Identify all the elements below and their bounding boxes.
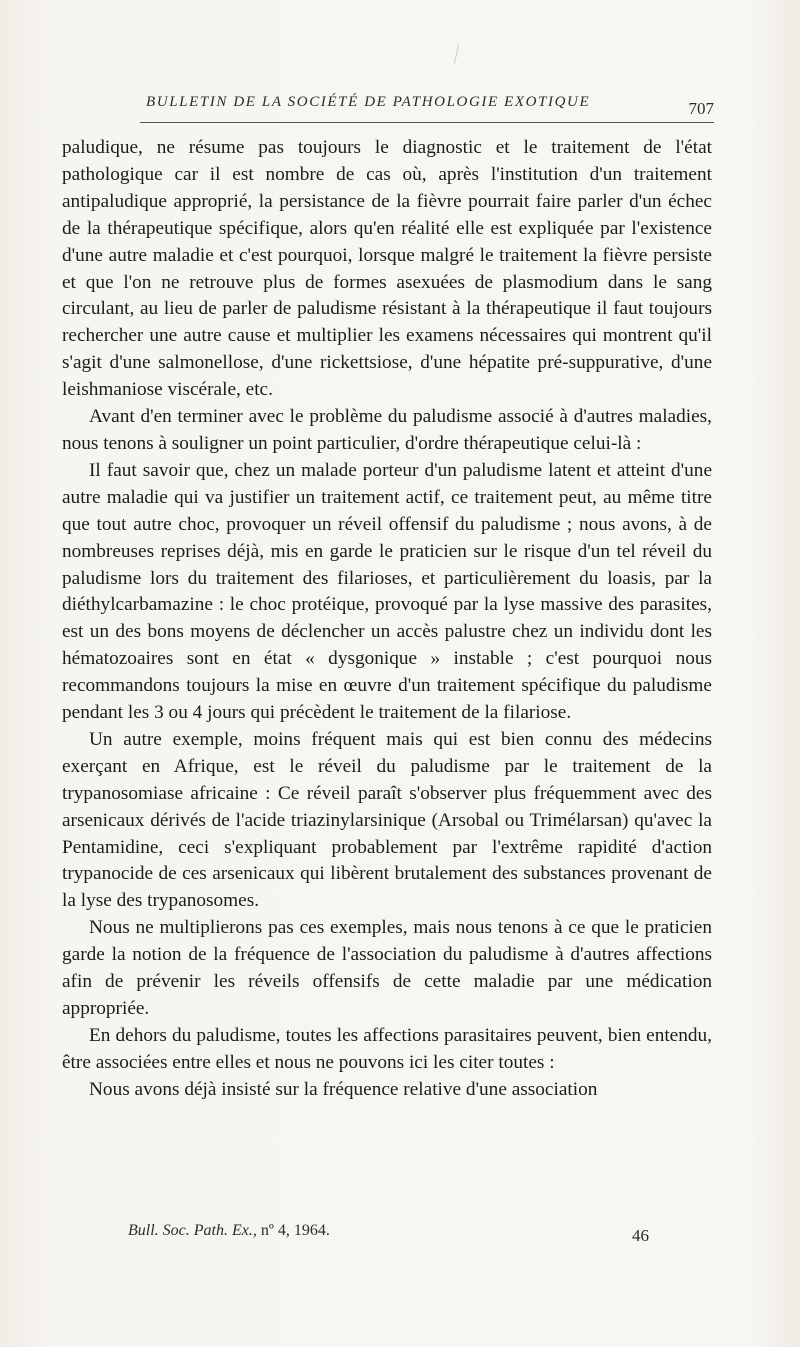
paragraph-6: En dehors du paludisme, toutes les affections parasitaires peuvent, bien entendu, être associées entre elles et nous ne pouvons ici les citer toutes :	[62, 1024, 712, 1073]
paragraph-5: Nous ne multiplierons pas ces exemples, mais nous tenons à ce que le praticien garde la notion de la fréquence de l'association du paludisme à d'autres affections afin de prévenir les réveils offensifs de cette maladie par une médication appropriée.	[62, 917, 712, 1019]
signature-number: 46	[632, 1226, 649, 1245]
footer-journal: Bull. Soc. Path. Ex.,	[128, 1222, 257, 1239]
header-rule	[140, 122, 714, 123]
footer-issue: nº 4, 1964.	[256, 1222, 330, 1239]
paragraph-2: Avant d'en terminer avec le problème du paludisme associé à d'autres maladies, nous tenons à souligner un point particulier, d'ordre thérapeutique celui-là :	[62, 406, 712, 454]
footer-citation	[128, 1222, 330, 1240]
paragraph-3: Il faut savoir que, chez un malade porteur d'un paludisme latent et atteint d'une autre maladie qui va justifier un traitement actif, ce traitement peut, au même titre que tout autre choc, provoquer un réveil offensif du paludisme ; nous avons, à de nombreuses reprises déjà, mis en garde le praticien sur le risque d'un tel réveil du paludisme lors du traitement des filarioses, et particulièrement du loasis, par la diéthylcarbamazine : le choc protéique, provoqué par la lyse massive des parasites, est un des bons moyens de déclencher un accès palustre chez un individu dont les hématozoaires sont en état « dysgonique » instable ; c'est pourquoi nous recommandons toujours la mise en œuvre d'un traitement spécifique du paludisme pendant les 3 ou 4 jours qui précèdent le traitement de la filariose.	[62, 459, 712, 724]
page-number: 707	[688, 99, 714, 118]
running-title: BULLETIN DE LA SOCIÉTÉ DE PATHOLOGIE EXOTIQUE	[146, 94, 591, 110]
body-text	[62, 135, 712, 1104]
stray-mark	[454, 44, 459, 64]
paragraph-4: Un autre exemple, moins fréquent mais qui est bien connu des médecins exerçant en Afrique, est le réveil du paludisme par le traitement de la trypanosomiase africaine : Ce réveil paraît s'observer plus fréquemment avec des arsenicaux dérivés de l'acide triazinylarsinique (Arsobal ou Trimélarsan) qu'avec la Pentamidine, ceci s'expliquant probablement par l'extrême rapidité d'action trypanocide de ces arsenicaux qui libèrent brutalement des substances provenant de la lyse des trypanosomes.	[62, 728, 712, 912]
paragraph-7: Nous avons déjà insisté sur la fréquence relative d'une association	[89, 1078, 598, 1100]
paragraph-1: paludique, ne résume pas toujours le diagnostic et le traitement de l'état pathologique car il est nombre de cas où, après l'institution d'un traitement antipaludique approprié, la persistance de la fièvre pourrait faire parler d'un échec de la thérapeutique spécifique, alors qu'en réalité elle est expliquée par l'existence d'une autre maladie et c'est pourquoi, lorsque malgré le traitement la fièvre persiste et que l'on ne retrouve plus de formes asexuées de plasmodium dans le sang circulant, au lieu de parler de paludisme résistant à la thérapeutique il faut toujours rechercher une autre cause et multiplier les examens nécessaires qui montrent qu'il s'agit d'une salmonellose, d'une rickettsiose, d'une hépatite pré-suppurative, d'une leishmaniose viscérale, etc.	[62, 137, 712, 401]
